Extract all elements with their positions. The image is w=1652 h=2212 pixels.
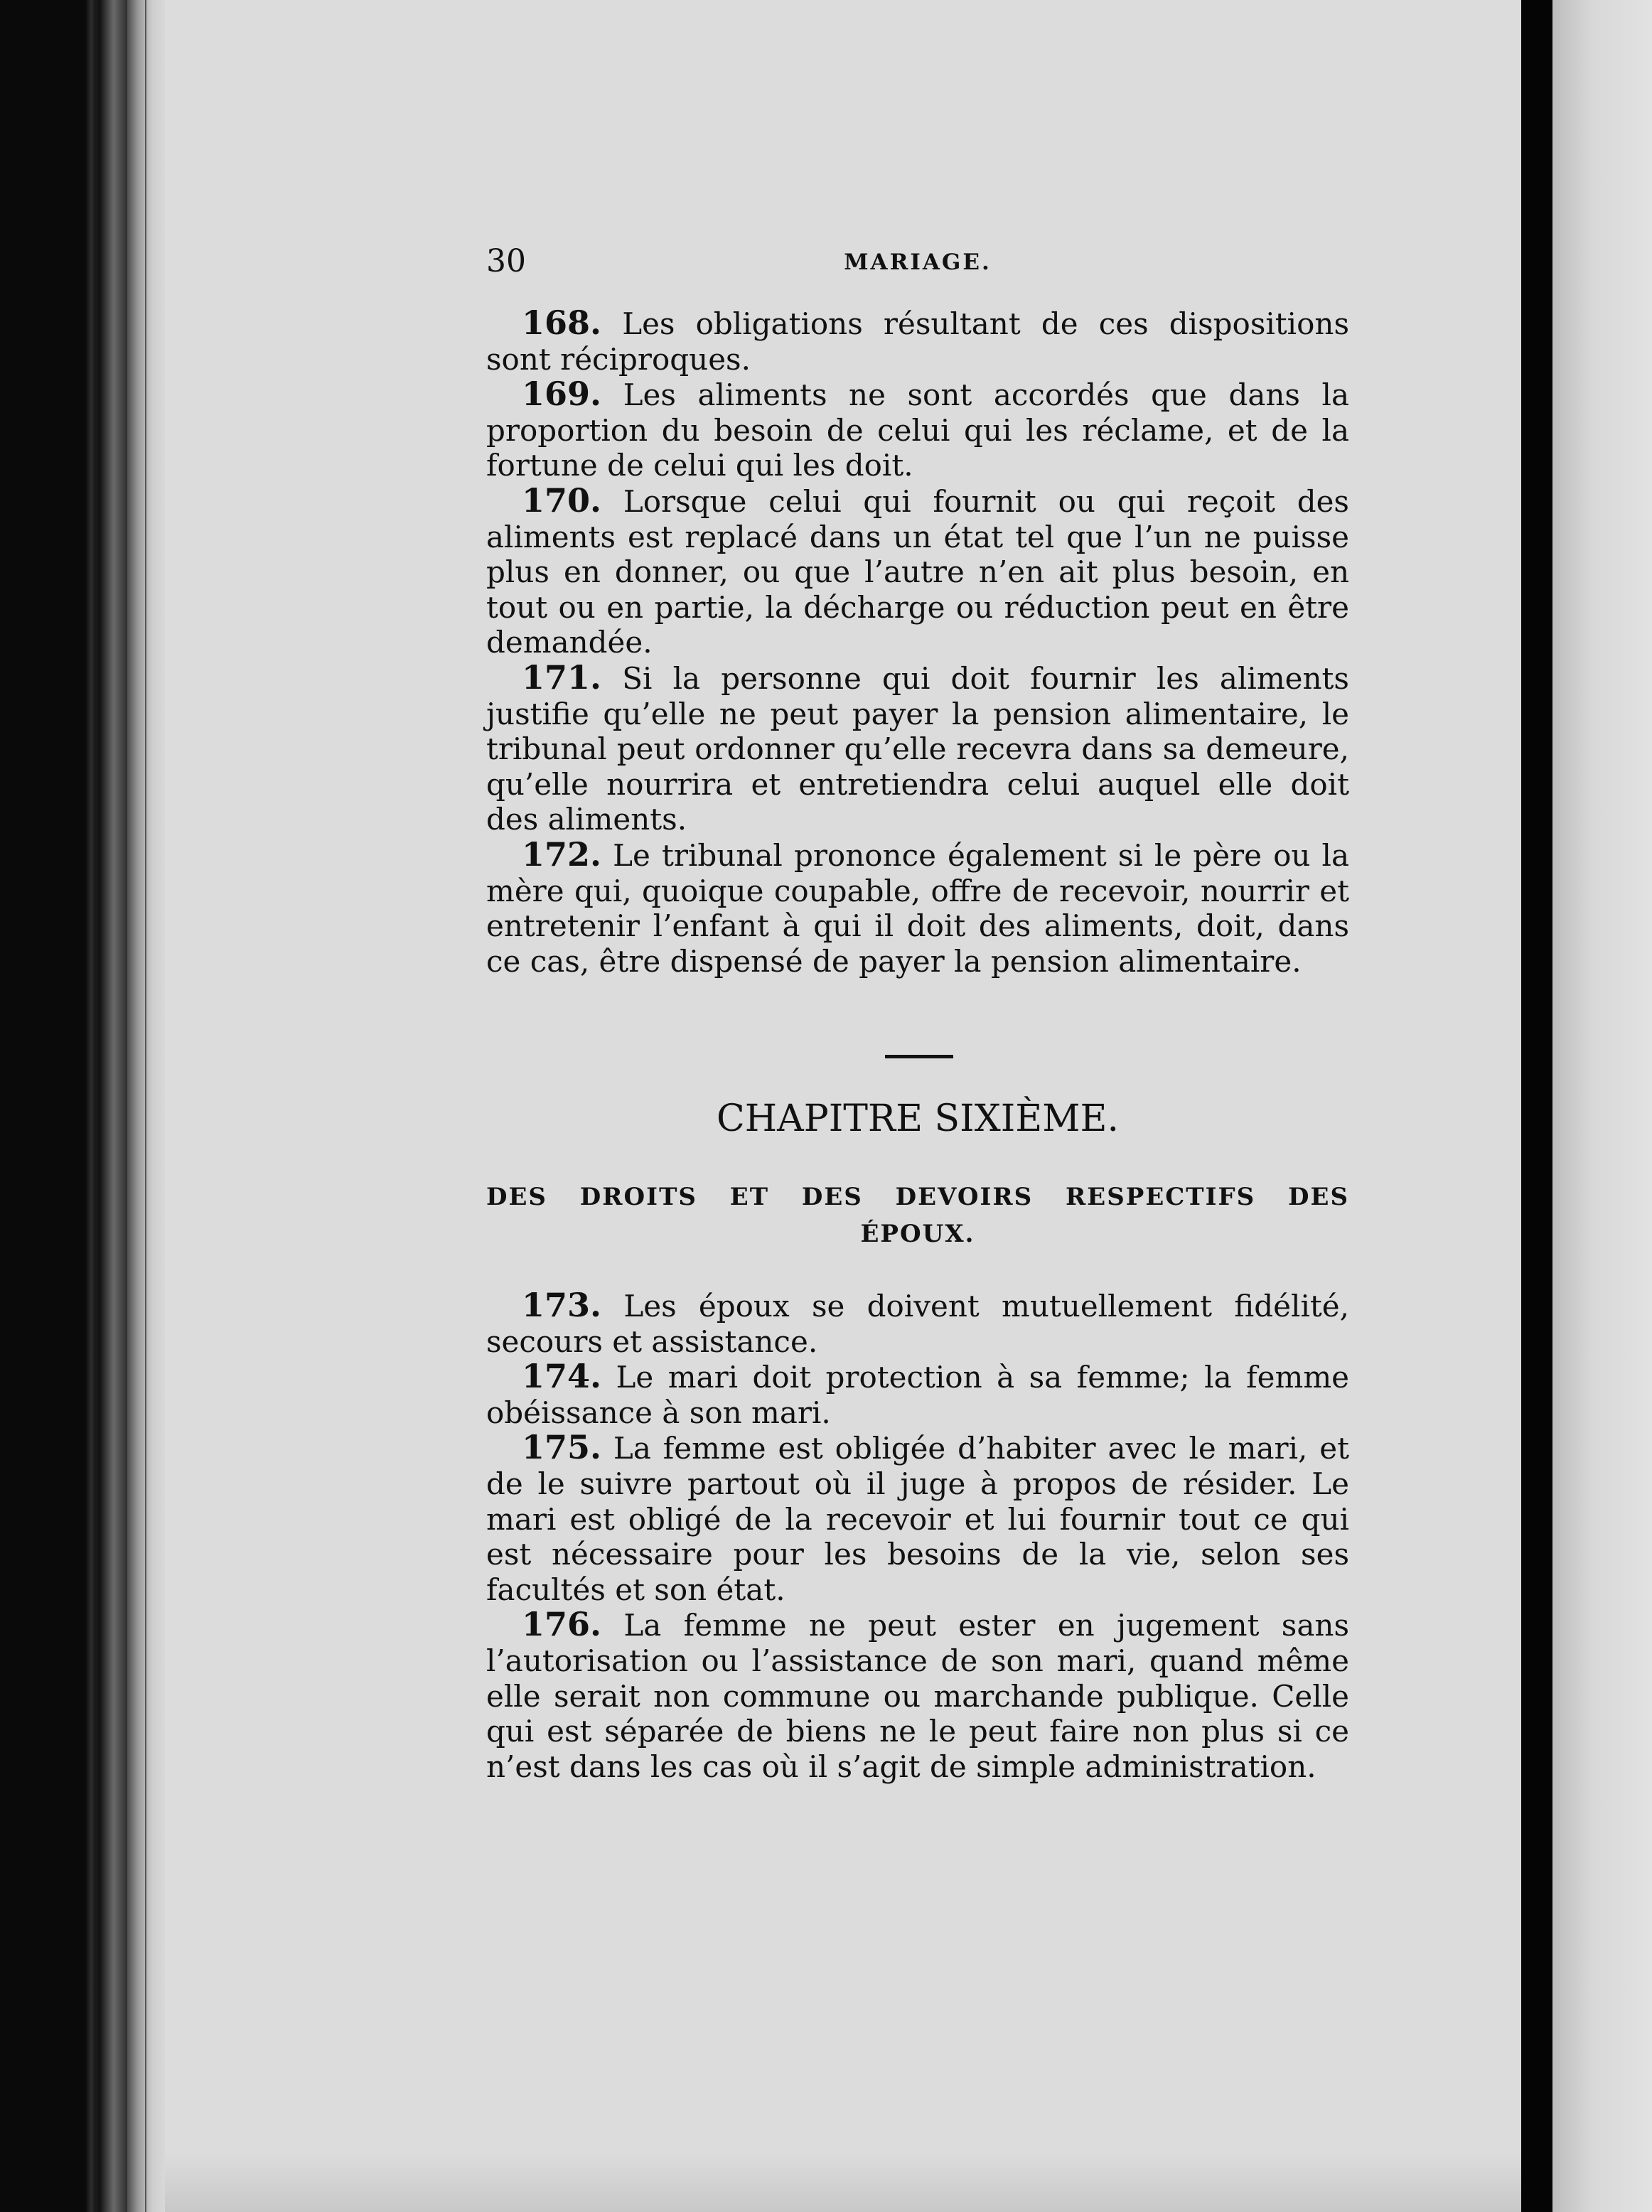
spine-line: [125, 0, 127, 2212]
article-paragraph: [486, 1607, 1349, 1784]
article-text: Le mari doit protection à sa femme; la femme obéissance à son mari.: [486, 1360, 1349, 1430]
article-text: Lorsque celui qui fournit ou qui reçoit des aliments est replacé dans un état tel que l’un ne puisse plus en donner, ou que l’autre n’en ait plus besoin, en tout ou en partie, la décharge ou réduction peut en être demandée.: [486, 483, 1349, 660]
article-text: Le tribunal prononce également si le père ou la mère qui, quoique coupable, offre de recevoir, nourrir et entretenir l’enfant à qui il doit des aliments, doit, dans ce cas, être dispensé de payer la pension alimentaire.: [486, 837, 1349, 979]
article-text: La femme ne peut ester en jugement sans l’autorisation ou l’assistance de son mari, quand même elle serait non commune ou marchande publique. Celle qui est séparée de biens ne le peut faire non plus si ce n’est dans les cas où il s’agit de simple administration.: [486, 1608, 1349, 1784]
page-bottom-shade: [165, 2154, 1521, 2212]
chapter-title: CHAPITRE SIXIÈME.: [717, 1097, 1119, 1140]
spine-line: [94, 0, 97, 2212]
article-paragraph: [486, 1359, 1349, 1430]
section-title-line-2: ÉPOUX.: [860, 1220, 975, 1248]
articles-block-2: [486, 1288, 1349, 1784]
article-text: Si la personne qui doit fournir les aliments justifie qu’elle ne peut payer la pension alimentaire, le tribunal peut ordonner qu’elle recevra dans sa demeure, qu’elle nourrira et entretiendra celui auquel elle doit des aliments.: [486, 660, 1349, 837]
article-number: 172.: [522, 834, 602, 874]
article-text: Les aliments ne sont accordés que dans la proportion du besoin de celui qui les réclame, et de la fortune de celui qui les doit.: [486, 377, 1349, 483]
adjacent-page-edge: [1552, 0, 1652, 2212]
section-title: [486, 1179, 1349, 1252]
article-number: 171.: [522, 657, 602, 697]
article-number: 175.: [522, 1428, 602, 1467]
article-paragraph: [486, 1288, 1349, 1359]
running-title: MARIAGE.: [844, 249, 992, 275]
spine-line: [145, 0, 146, 2212]
article-number: 170.: [522, 480, 602, 520]
page-number: 30: [486, 243, 526, 279]
article-paragraph: [486, 377, 1349, 483]
article-text: Les obligations résultant de ces dispositions sont réciproques.: [486, 306, 1350, 377]
article-number: 169.: [522, 375, 602, 414]
article-text: La femme est obligée d’habiter avec le mari, et de le suivre partout où il juge à propos de résider. Le mari est obligé de la recevoir et lui fournir tout ce qui est nécessaire pour les besoins de la vie, selon ses facultés et son état.: [486, 1431, 1349, 1607]
article-text: Les époux se doivent mutuellement fidélité, secours et assistance.: [486, 1289, 1349, 1359]
article-paragraph: [486, 306, 1349, 377]
articles-block-1: [486, 306, 1349, 979]
article-paragraph: [486, 1430, 1349, 1607]
section-title-line-1: DES DROITS ET DES DEVOIRS RESPECTIFS DES: [486, 1183, 1349, 1211]
article-paragraph: [486, 657, 1349, 837]
gutter-shadow: [1521, 0, 1552, 2212]
article-paragraph: [486, 834, 1349, 979]
article-number: 174.: [522, 1357, 602, 1396]
article-number: 176.: [522, 1605, 602, 1644]
running-head: [486, 240, 1349, 283]
article-number: 173.: [522, 1286, 602, 1324]
section-divider-rule: [885, 1055, 953, 1058]
article-paragraph: [486, 480, 1349, 660]
article-number: 168.: [522, 304, 602, 342]
